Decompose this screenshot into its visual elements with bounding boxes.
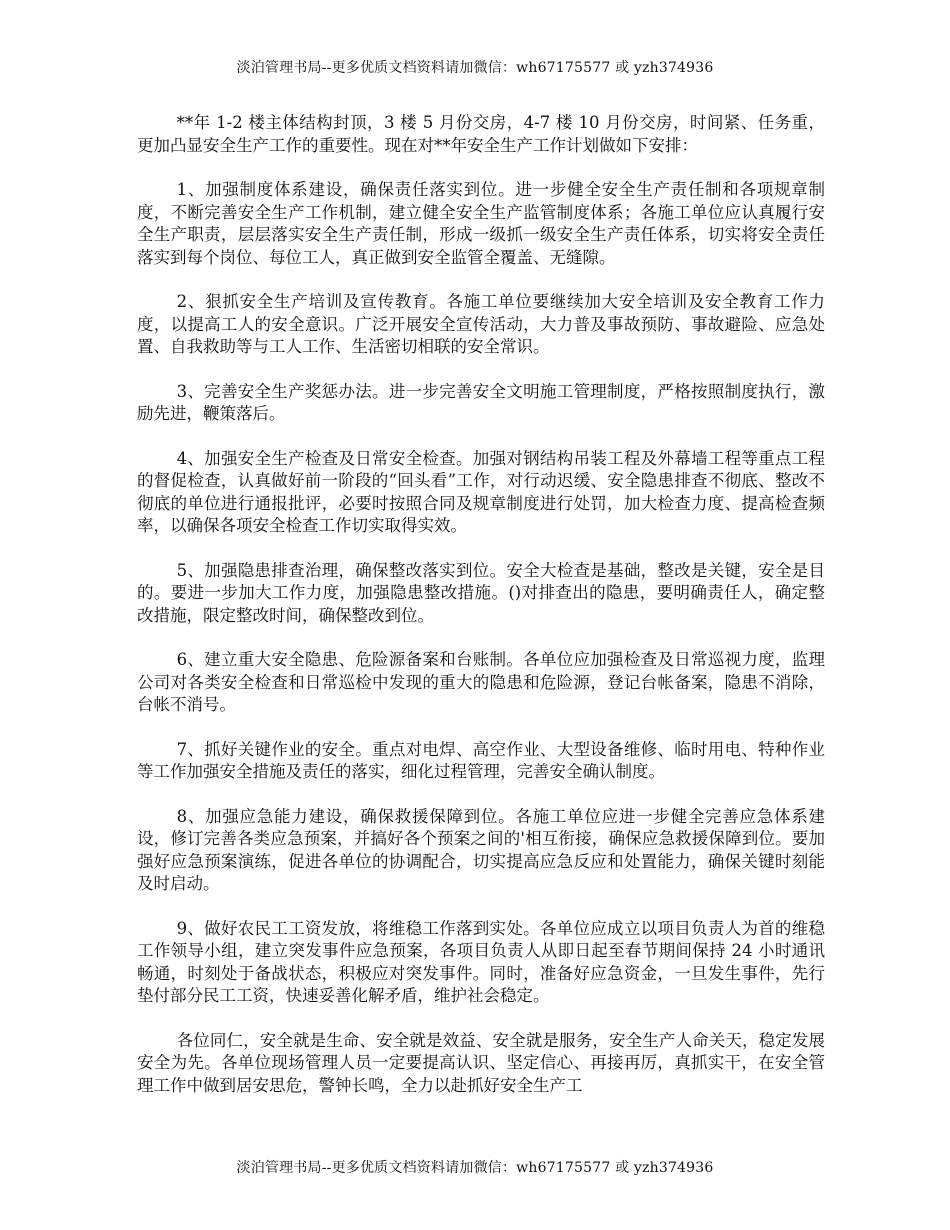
intro-paragraph: **年 1-2 楼主体结构封顶，3 楼 5 月份交房，4-7 楼 10 月份交房，时间紧、任务重，更加凸显安全生产工作的重要性。现在对**年安全生产工作计划做如下安排： [137, 113, 825, 155]
item-9-paragraph: 9、做好农民工工资发放，将维稳工作落到实处。各单位应成立以项目负责人为首的维稳工作领导小组，建立突发事件应急预案，各项目负责人从即日起至春节期间保持 24 小时通讯畅通，时刻处于备战状态，积极应对突发事件。同时，准备好应急资金，一旦发生事件，先行垫付部分民工工资，快速妥善化解矛盾，维护社会稳定。 [137, 918, 825, 1005]
item-1-paragraph: 1、加强制度体系建设，确保责任落实到位。进一步健全安全生产责任制和各项规章制度，不断完善安全生产工作机制，建立健全安全生产监管制度体系；各施工单位应认真履行安全生产职责，层层落实安全生产责任制，形成一级抓一级安全生产责任体系，切实将安全责任落实到每个岗位、每位工人，真正做到安全监管全覆盖、无缝隙。 [137, 180, 825, 267]
item-4-paragraph: 4、加强安全生产检查及日常安全检查。加强对钢结构吊装工程及外幕墙工程等重点工程的督促检查，认真做好前一阶段的“回头看”工作，对行动迟缓、安全隐患排查不彻底、整改不彻底的单位进行通报批评，必要时按照合同及规章制度进行处罚，加大检查力度、提高检查频率，以确保各项安全检查工作切实取得实效。 [137, 448, 825, 535]
item-6-paragraph: 6、建立重大安全隐患、危险源备案和台账制。各单位应加强检查及日常巡视力度，监理公司对各类安全检查和日常巡检中发现的重大的隐患和危险源，登记台帐备案，隐患不消除，台帐不消号。 [137, 650, 825, 714]
item-3-paragraph: 3、完善安全生产奖惩办法。进一步完善安全文明施工管理制度，严格按照制度执行，激励先进，鞭策落后。 [137, 381, 825, 423]
closing-paragraph: 各位同仁，安全就是生命、安全就是效益、安全就是服务，安全生产人命关天，稳定发展安全为先。各单位现场管理人员一定要提高认识、坚定信心、再接再厉，真抓实干，在安全管理工作中做到居安思危，警钟长鸣，全力以赴抓好安全生产工 [137, 1030, 825, 1095]
page-footer: 淡泊管理书局--更多优质文档资料请加微信：wh67175577 或 yzh374936 [236, 1160, 714, 1176]
document-body [137, 112, 825, 1119]
item-8-paragraph: 8、加强应急能力建设，确保救援保障到位。各施工单位应进一步健全完善应急体系建设，修订完善各类应急预案，并搞好各个预案之间的'相互衔接，确保应急救援保障到位。要加强好应急预案演练，促进各单位的协调配合，切实提高应急反应和处置能力，确保关键时刻能及时启动。 [137, 806, 825, 893]
item-7-paragraph: 7、抓好关键作业的安全。重点对电焊、高空作业、大型设备维修、临时用电、特种作业等工作加强安全措施及责任的落实，细化过程管理，完善安全确认制度。 [137, 739, 825, 781]
item-2-paragraph: 2、狠抓安全生产培训及宣传教育。各施工单位要继续加大安全培训及安全教育工作力度，以提高工人的安全意识。广泛开展安全宣传活动，大力普及事故预防、事故避险、应急处置、自我救助等与工人工作、生活密切相联的安全常识。 [137, 292, 825, 356]
item-5-paragraph: 5、加强隐患排查治理，确保整改落实到位。安全大检查是基础，整改是关键，安全是目的。要进一步加大工作力度，加强隐患整改措施。()对排查出的隐患，要明确责任人，确定整改措施，限定整改时间，确保整改到位。 [137, 560, 825, 625]
page-header: 淡泊管理书局--更多优质文档资料请加微信：wh67175577 或 yzh374936 [236, 60, 714, 76]
